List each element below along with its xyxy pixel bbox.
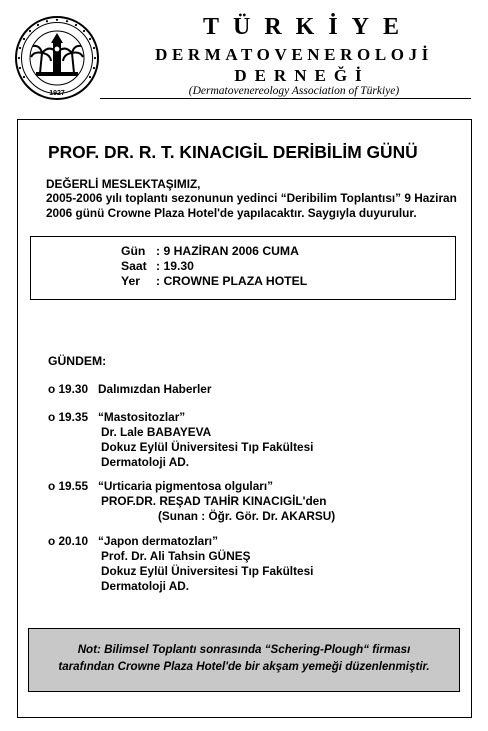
agenda-speaker: Prof. Dr. Ali Tahsin GÜNEŞ <box>101 549 251 563</box>
intro-paragraph: 2005-2006 yılı toplantı sezonunun yedinci “Deribilim Toplantısı” 9 Haziran 2006 günü Crowne Plaza Hotel'de yapılacaktır. Saygıyla duyurulur. <box>46 191 457 220</box>
header-subtitle-english: (Dermatovenereology Association of Türkiye) <box>188 85 400 97</box>
info-time-value: : 19.30 <box>156 259 194 273</box>
note-line-2: tarafından Crowne Plaza Hotel'de bir akşam yemeği düzenlenmiştir. <box>58 660 430 673</box>
note-line-1: Not: Bilimsel Toplantı sonrasında “Schering-Plough“ firması <box>77 643 411 656</box>
info-place-label: Yer <box>121 274 140 288</box>
dinner-note-box <box>28 628 460 692</box>
association-seal-logo <box>14 15 100 101</box>
agenda-item <box>48 534 313 594</box>
agenda-affiliation: Dokuz Eylül Üniversitesi Tıp Fakültesi <box>101 440 314 454</box>
agenda-affiliation: Dokuz Eylül Üniversitesi Tıp Fakültesi <box>101 564 314 578</box>
info-place-value: : CROWNE PLAZA HOTEL <box>156 274 308 288</box>
info-day-value: : 9 HAZİRAN 2006 CUMA <box>156 244 299 258</box>
agenda-time: o 19.35 <box>48 410 89 424</box>
agenda-topic: Dalımızdan Haberler <box>98 382 212 396</box>
agenda-time: o 19.30 <box>48 382 89 396</box>
salutation: DEĞERLİ MESLEKTAŞIMIZ, <box>46 177 201 191</box>
agenda-title: GÜNDEM: <box>48 354 107 368</box>
agenda-speaker: PROF.DR. REŞAD TAHİR KINACIGİL'den <box>101 494 327 508</box>
agenda-department: Dermatoloji AD. <box>101 579 190 593</box>
agenda-topic: “Japon dermatozları” <box>98 534 218 548</box>
agenda-item <box>48 410 313 470</box>
agenda-time: o 20.10 <box>48 534 89 548</box>
info-day-label: Gün <box>121 244 146 258</box>
info-row-time <box>121 259 194 273</box>
header-title-dermatovenerology: DERMATOVENEROLOJİ <box>155 45 433 64</box>
header-title-association: DERNEĞİ <box>234 66 370 85</box>
info-row-place <box>121 274 307 288</box>
agenda-item <box>48 382 211 397</box>
agenda-department: Dermatoloji AD. <box>101 455 190 469</box>
agenda-presenter: (Sunan : Öğr. Gör. Dr. AKARSU) <box>158 509 336 523</box>
agenda-topic: “Mastositozlar” <box>98 410 186 424</box>
agenda-time: o 19.55 <box>48 479 89 493</box>
agenda-topic: “Urticaria pigmentosa olguları” <box>98 479 274 493</box>
agenda-speaker: Dr. Lale BABAYEVA <box>101 425 212 439</box>
announcement-title: PROF. DR. R. T. KINACIGİL DERİBİLİM GÜNÜ <box>48 142 418 162</box>
svg-text:1927: 1927 <box>49 90 65 97</box>
header-title-turkiye: TÜRKİYE <box>202 14 414 40</box>
info-row-day <box>121 244 299 258</box>
header-divider <box>100 98 471 99</box>
agenda-item <box>48 479 335 524</box>
info-time-label: Saat <box>121 259 147 273</box>
